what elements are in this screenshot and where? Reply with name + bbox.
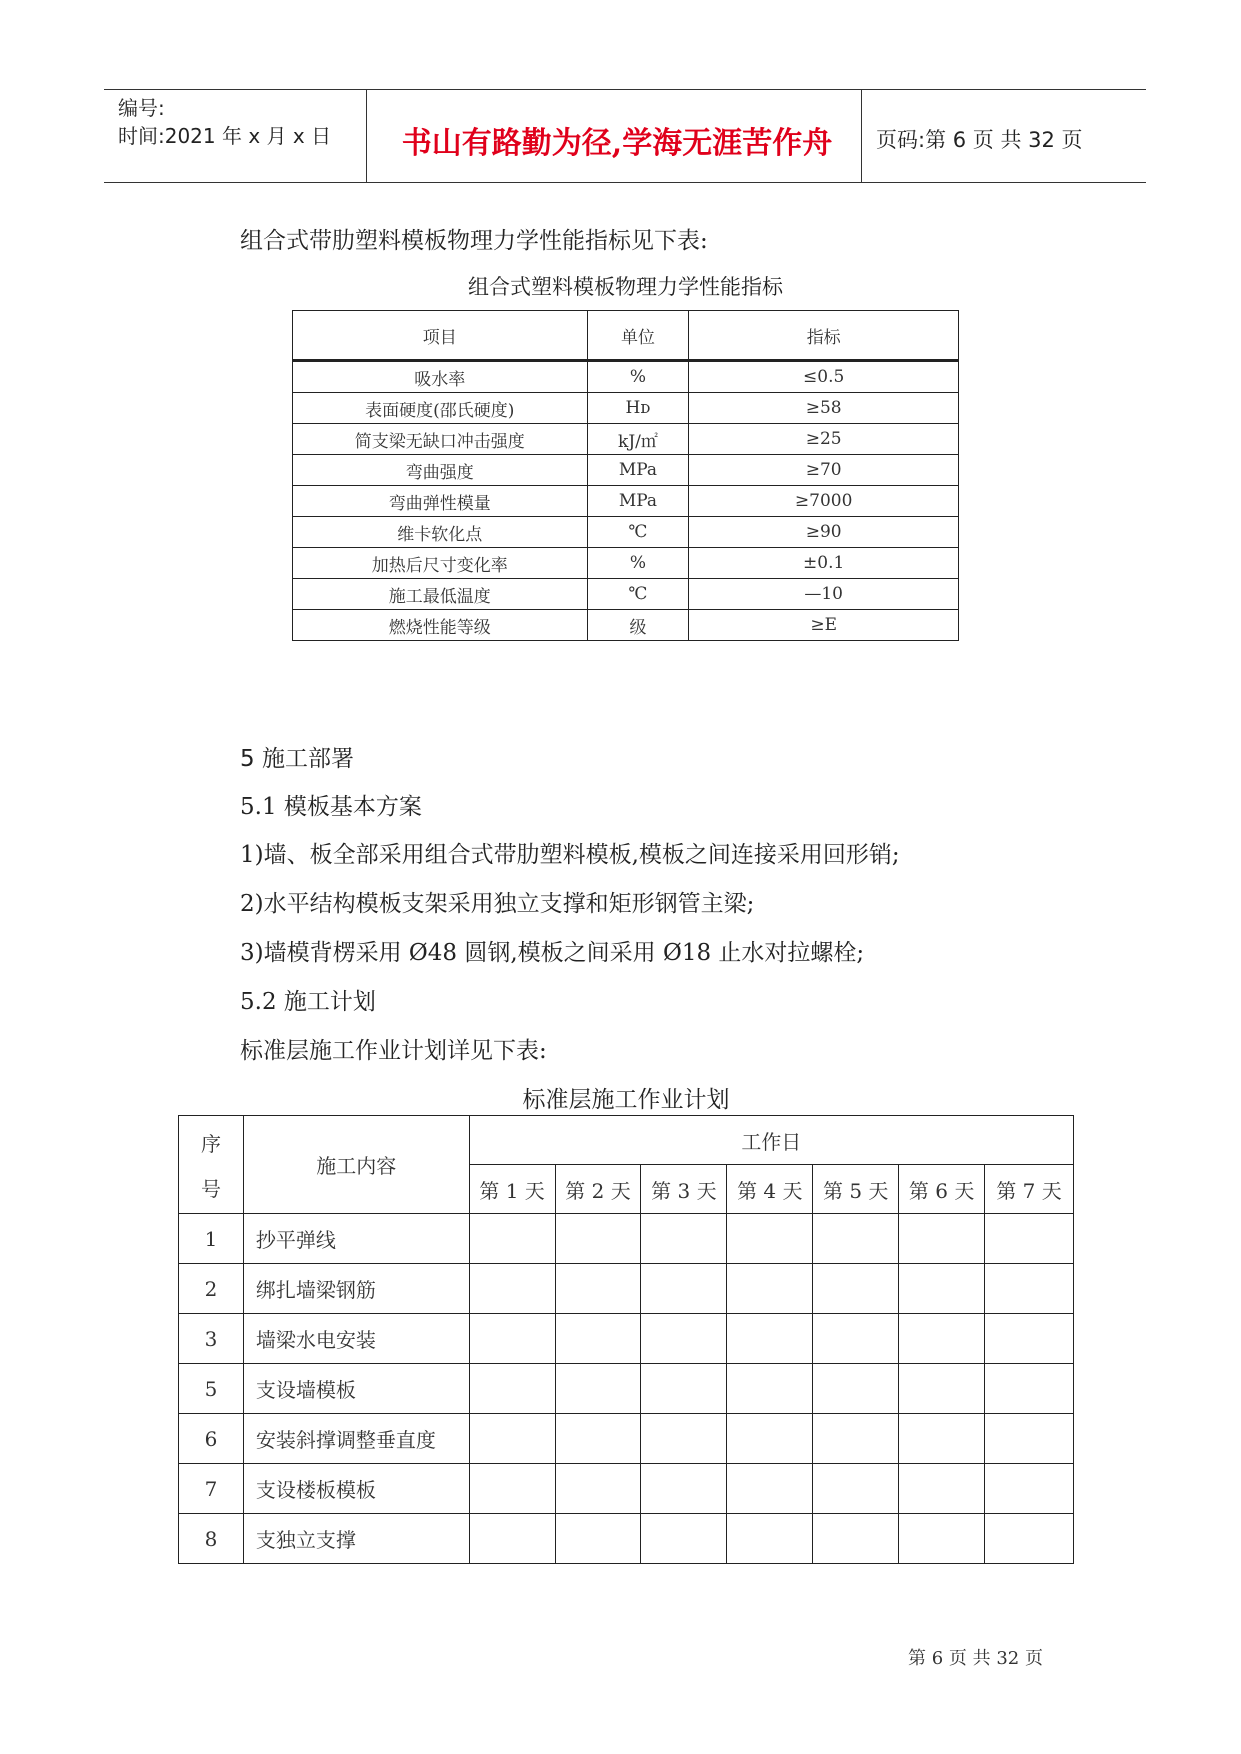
cell-day bbox=[985, 1514, 1074, 1564]
cell-unit: MPa bbox=[587, 486, 689, 517]
cell-day bbox=[555, 1214, 641, 1264]
cell-value: ≤0.5 bbox=[689, 361, 959, 393]
table-row bbox=[293, 393, 959, 424]
table-row bbox=[293, 424, 959, 455]
table-row bbox=[293, 548, 959, 579]
cell-day bbox=[813, 1464, 899, 1514]
cell-unit: ℃ bbox=[587, 517, 689, 548]
cell-content: 墙梁水电安装 bbox=[243, 1314, 469, 1364]
table-row bbox=[179, 1514, 1074, 1564]
cell-value: ≥70 bbox=[689, 455, 959, 486]
cell-day bbox=[899, 1414, 985, 1464]
cell-day bbox=[469, 1414, 555, 1464]
header-seq-line2: 号 bbox=[200, 1176, 221, 1201]
plan-item-2: 2)水平结构模板支架采用独立支撑和矩形钢管主梁; bbox=[240, 891, 755, 917]
cell-day bbox=[555, 1514, 641, 1564]
cell-value: ≥58 bbox=[689, 393, 959, 424]
subsection-heading-1: 5.1 模板基本方案 bbox=[240, 794, 422, 820]
cell-day bbox=[727, 1464, 813, 1514]
table-row bbox=[179, 1314, 1074, 1364]
header-day-7: 第 7 天 bbox=[985, 1165, 1074, 1214]
cell-day bbox=[899, 1364, 985, 1414]
properties-table bbox=[292, 310, 959, 641]
table-row bbox=[179, 1214, 1074, 1264]
cell-unit: MPa bbox=[587, 455, 689, 486]
cell-content: 安装斜撑调整垂直度 bbox=[243, 1414, 469, 1464]
cell-unit: % bbox=[587, 361, 689, 393]
cell-day bbox=[641, 1364, 727, 1414]
cell-day bbox=[641, 1514, 727, 1564]
cell-day bbox=[469, 1264, 555, 1314]
cell-item: 维卡软化点 bbox=[293, 517, 588, 548]
plan-item-3: 3)墙模背楞采用 Ø48 圆钢,模板之间采用 Ø18 止水对拉螺栓; bbox=[240, 940, 865, 966]
table-header-row bbox=[293, 311, 959, 361]
header-workday: 工作日 bbox=[469, 1116, 1073, 1165]
header-time: 时间:2021 年 x 月 x 日 bbox=[118, 124, 332, 148]
cell-day bbox=[555, 1314, 641, 1364]
cell-day bbox=[469, 1514, 555, 1564]
subsection-heading-2: 5.2 施工计划 bbox=[240, 989, 376, 1015]
header-day-2: 第 2 天 bbox=[555, 1165, 641, 1214]
cell-day bbox=[555, 1464, 641, 1514]
table-row bbox=[293, 579, 959, 610]
cell-item: 吸水率 bbox=[293, 361, 588, 393]
header-day-5: 第 5 天 bbox=[813, 1165, 899, 1214]
cell-item: 施工最低温度 bbox=[293, 579, 588, 610]
header-day-1: 第 1 天 bbox=[469, 1165, 555, 1214]
header-divider-right bbox=[861, 90, 862, 183]
cell-day bbox=[555, 1264, 641, 1314]
cell-num: 2 bbox=[179, 1264, 244, 1314]
cell-day bbox=[985, 1314, 1074, 1364]
cell-day bbox=[899, 1464, 985, 1514]
table-row bbox=[293, 361, 959, 393]
table-row bbox=[293, 455, 959, 486]
cell-item: 简支梁无缺口冲击强度 bbox=[293, 424, 588, 455]
table-header-row bbox=[179, 1116, 1074, 1165]
cell-day bbox=[813, 1264, 899, 1314]
cell-day bbox=[899, 1264, 985, 1314]
cell-day bbox=[813, 1214, 899, 1264]
cell-unit: % bbox=[587, 548, 689, 579]
header-motto: 书山有路勤为径,学海无涯苦作舟 bbox=[401, 126, 833, 161]
header-day-3: 第 3 天 bbox=[641, 1165, 727, 1214]
table-row bbox=[293, 517, 959, 548]
header-day-6: 第 6 天 bbox=[899, 1165, 985, 1214]
table-row bbox=[179, 1364, 1074, 1414]
cell-day bbox=[727, 1364, 813, 1414]
cell-item: 弯曲弹性模量 bbox=[293, 486, 588, 517]
header-page-number: 页码:第 6 页 共 32 页 bbox=[876, 128, 1083, 152]
cell-day bbox=[813, 1314, 899, 1364]
cell-item: 表面硬度(邵氏硬度) bbox=[293, 393, 588, 424]
cell-item: 加热后尺寸变化率 bbox=[293, 548, 588, 579]
cell-content: 抄平弹线 bbox=[243, 1214, 469, 1264]
cell-day bbox=[469, 1464, 555, 1514]
cell-day bbox=[899, 1314, 985, 1364]
cell-day bbox=[555, 1364, 641, 1414]
header-divider-left bbox=[366, 90, 367, 183]
cell-unit: kJ/㎡ bbox=[587, 424, 689, 455]
cell-day bbox=[641, 1414, 727, 1464]
cell-day bbox=[727, 1414, 813, 1464]
footer-page-number: 第 6 页 共 32 页 bbox=[908, 1648, 1043, 1669]
cell-item: 弯曲强度 bbox=[293, 455, 588, 486]
table2-caption: 标准层施工作业计划 bbox=[522, 1087, 730, 1113]
cell-day bbox=[985, 1264, 1074, 1314]
section-heading: 5 施工部署 bbox=[240, 746, 354, 772]
cell-day bbox=[985, 1414, 1074, 1464]
table-row bbox=[179, 1464, 1074, 1514]
cell-day bbox=[641, 1464, 727, 1514]
cell-num: 6 bbox=[179, 1414, 244, 1464]
table-row bbox=[179, 1264, 1074, 1314]
cell-content: 支设楼板模板 bbox=[243, 1464, 469, 1514]
cell-value: —10 bbox=[689, 579, 959, 610]
cell-content: 支设墙模板 bbox=[243, 1364, 469, 1414]
header-content: 施工内容 bbox=[243, 1116, 469, 1214]
cell-day bbox=[555, 1414, 641, 1464]
cell-value: ≥90 bbox=[689, 517, 959, 548]
intro-text: 组合式带肋塑料模板物理力学性能指标见下表: bbox=[240, 228, 708, 254]
cell-day bbox=[469, 1314, 555, 1364]
cell-unit: ℃ bbox=[587, 579, 689, 610]
cell-day bbox=[641, 1314, 727, 1364]
header-seq bbox=[179, 1116, 244, 1214]
cell-unit: Hᴅ bbox=[587, 393, 689, 424]
cell-day bbox=[813, 1514, 899, 1564]
header-day-4: 第 4 天 bbox=[727, 1165, 813, 1214]
cell-day bbox=[985, 1364, 1074, 1414]
header-bottom-rule bbox=[104, 182, 1146, 183]
header-indicator: 指标 bbox=[689, 311, 959, 361]
cell-value: ≥7000 bbox=[689, 486, 959, 517]
header-seq-line1: 序 bbox=[200, 1131, 221, 1156]
cell-num: 3 bbox=[179, 1314, 244, 1364]
cell-value: ≥25 bbox=[689, 424, 959, 455]
cell-num: 5 bbox=[179, 1364, 244, 1414]
cell-day bbox=[985, 1464, 1074, 1514]
cell-day bbox=[985, 1214, 1074, 1264]
cell-day bbox=[469, 1214, 555, 1264]
table-row bbox=[293, 486, 959, 517]
cell-unit: 级 bbox=[587, 610, 689, 641]
table-row bbox=[293, 610, 959, 641]
header-number: 编号: bbox=[118, 96, 165, 120]
cell-day bbox=[727, 1314, 813, 1364]
cell-value: ≥E bbox=[689, 610, 959, 641]
cell-day bbox=[727, 1214, 813, 1264]
cell-num: 8 bbox=[179, 1514, 244, 1564]
header-top-rule bbox=[104, 89, 1146, 90]
cell-day bbox=[813, 1364, 899, 1414]
plan-intro: 标准层施工作业计划详见下表: bbox=[240, 1038, 547, 1064]
cell-day bbox=[727, 1514, 813, 1564]
cell-content: 支独立支撑 bbox=[243, 1514, 469, 1564]
cell-num: 1 bbox=[179, 1214, 244, 1264]
cell-day bbox=[813, 1414, 899, 1464]
cell-day bbox=[727, 1264, 813, 1314]
cell-day bbox=[899, 1214, 985, 1264]
schedule-table bbox=[178, 1115, 1074, 1564]
cell-day bbox=[641, 1264, 727, 1314]
cell-content: 绑扎墙梁钢筋 bbox=[243, 1264, 469, 1314]
cell-value: ±0.1 bbox=[689, 548, 959, 579]
cell-day bbox=[899, 1514, 985, 1564]
cell-day bbox=[469, 1364, 555, 1414]
cell-day bbox=[641, 1214, 727, 1264]
table1-caption: 组合式塑料模板物理力学性能指标 bbox=[468, 275, 783, 299]
plan-item-1: 1)墙、板全部采用组合式带肋塑料模板,模板之间连接采用回形销; bbox=[240, 842, 900, 868]
header-item: 项目 bbox=[293, 311, 588, 361]
cell-num: 7 bbox=[179, 1464, 244, 1514]
cell-item: 燃烧性能等级 bbox=[293, 610, 588, 641]
table-row bbox=[179, 1414, 1074, 1464]
header-unit: 单位 bbox=[587, 311, 689, 361]
